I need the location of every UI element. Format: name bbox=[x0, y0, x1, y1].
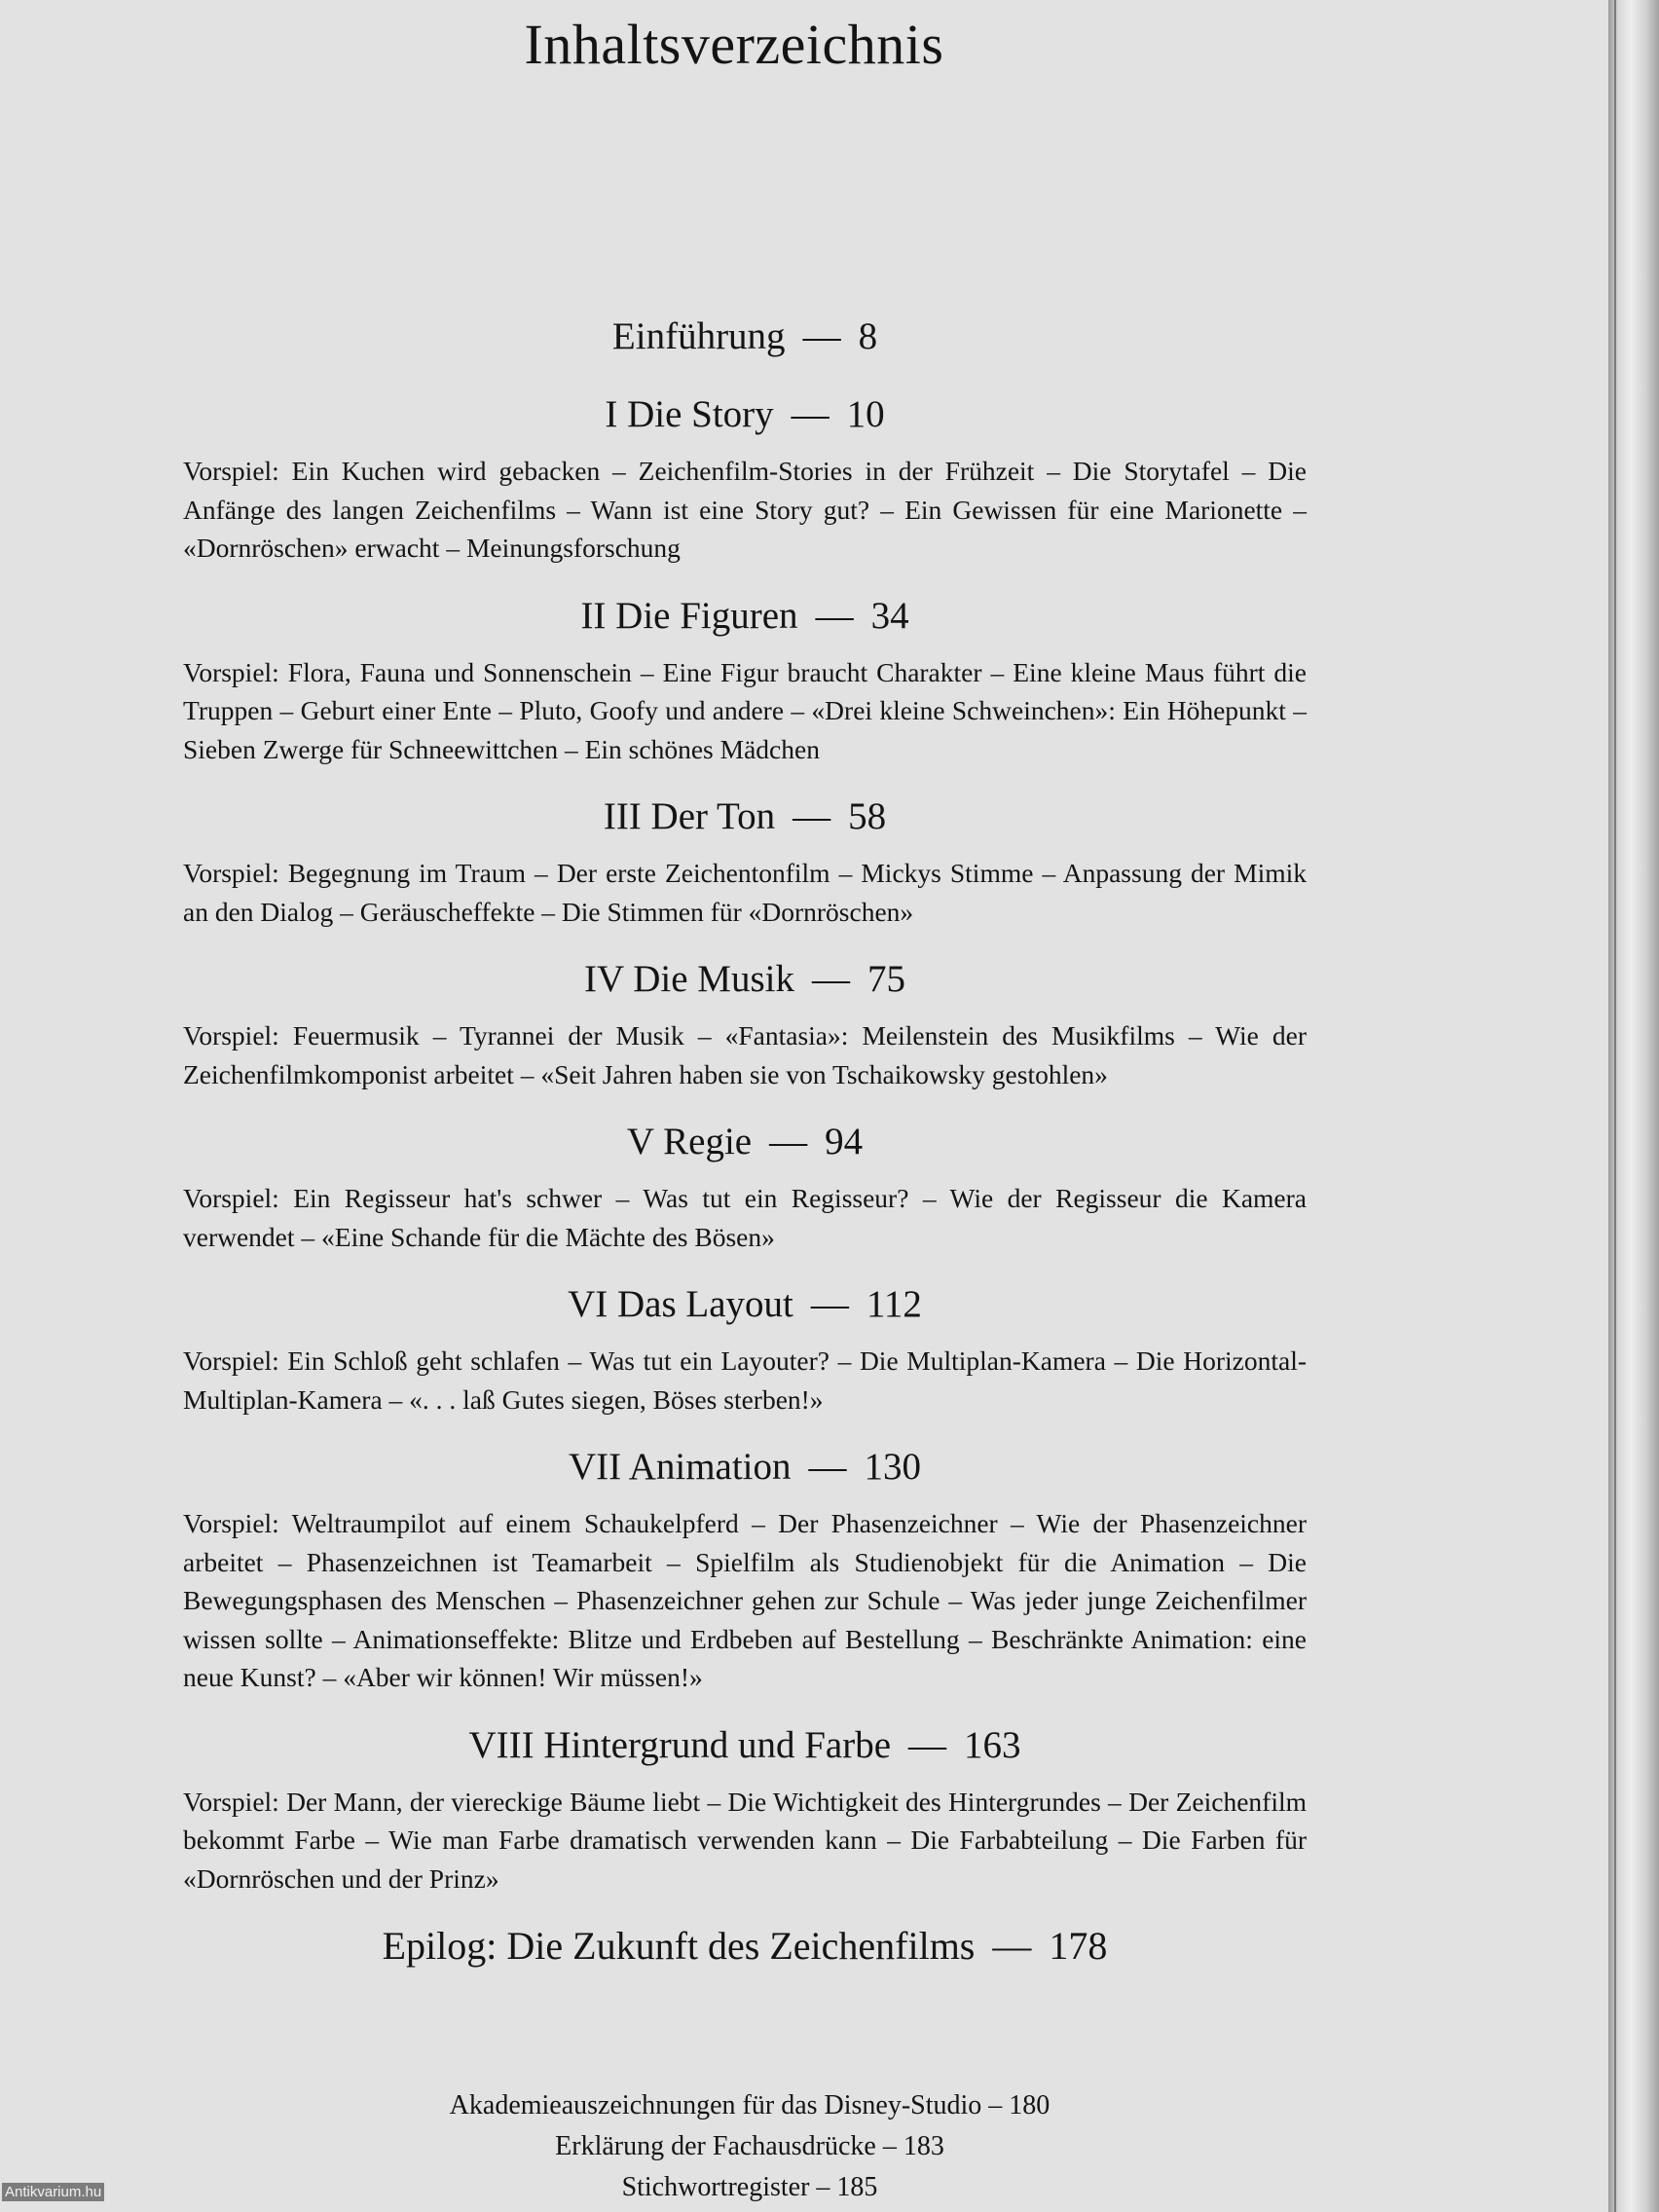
toc-heading bbox=[183, 1442, 1307, 1496]
dash-separator: — bbox=[811, 958, 850, 1000]
chapter-summary: Vorspiel: Ein Kuchen wird gebacken – Zeichenfilm-Stories in der Frühzeit – Die Storytafel – Die Anfänge des langen Zeichenfilms – Wann ist eine Story gut? – Ein Gewissen für eine Marionette – «Dornröschen» erwacht – Meinungsforschung bbox=[183, 456, 1307, 563]
dash-separator: — bbox=[791, 393, 830, 435]
page-number: 10 bbox=[846, 393, 885, 435]
chapter-numeral: I bbox=[605, 393, 618, 435]
chapter-summary: Vorspiel: Weltraumpilot auf einem Schaukelpferd – Der Phasenzeichner – Wie der Phasenzeichner arbeitet – Phasenzeichnen ist Teamarbeit – Spielfilm als Studienobjekt für die Animation – Die Bewegungsphasen des Menschen – Phasenzeichner gehen zur Schule – Was jeder junge Zeichenfilmer wissen sollte – Animationseffekte: Blitze und Erdbeben auf Bestellung – Beschränkte Animation: eine neue Kunst? – «Aber wir können! Wir müssen!» bbox=[183, 1508, 1307, 1692]
page-number: 58 bbox=[848, 795, 887, 837]
table-of-contents bbox=[183, 312, 1307, 1999]
chapter-numeral: IV bbox=[584, 958, 624, 1000]
page-number: 130 bbox=[864, 1446, 922, 1488]
toc-heading bbox=[183, 954, 1307, 1009]
chapter-summary: Vorspiel: Ein Schloß geht schlafen – Was tut ein Layouter? – Die Multiplan-Kamera – Die Horizontal-Multiplan-Kamera – «. . . laß Gutes siegen, Böses sterben!» bbox=[183, 1346, 1307, 1415]
chapter-numeral: III bbox=[603, 795, 642, 837]
chapter-summary: Vorspiel: Der Mann, der viereckige Bäume liebt – Die Wichtigkeit des Hintergrundes – Der Zeichenfilm bekommt Farbe – Wie man Farbe dramatisch verwenden kann – Die Farbabteilung – Die Farben für «Dornröschen und der Prinz» bbox=[183, 1786, 1307, 1894]
chapter-title: Einführung bbox=[611, 315, 786, 357]
dash-separator: — bbox=[992, 1924, 1032, 1968]
toc-chapter bbox=[183, 389, 1307, 568]
toc-chapter bbox=[183, 954, 1307, 1093]
chapter-summary: Vorspiel: Begegnung im Traum – Der erste Zeichentonfilm – Mickys Stimme – Anpassung der Mimik an den Dialog – Geräuscheffekte – Die Stimmen für «Dornröschen» bbox=[183, 858, 1307, 927]
chapter-title: Die Story bbox=[627, 393, 774, 435]
page-number: 75 bbox=[866, 958, 905, 1000]
chapter-numeral: VIII bbox=[468, 1723, 535, 1766]
toc-chapter bbox=[183, 792, 1307, 931]
chapter-title: Die Musik bbox=[633, 958, 794, 1000]
toc-intro bbox=[183, 312, 1307, 366]
page-number: 178 bbox=[1049, 1924, 1108, 1968]
toc-chapter bbox=[183, 1279, 1307, 1419]
page-number: 163 bbox=[964, 1723, 1021, 1766]
dash-separator: — bbox=[793, 795, 831, 837]
appendix-list bbox=[166, 2085, 1334, 2208]
dash-separator: — bbox=[810, 1283, 849, 1325]
page-number: 8 bbox=[858, 315, 878, 357]
toc-chapter bbox=[183, 1117, 1307, 1256]
chapter-numeral: VII bbox=[568, 1446, 622, 1488]
appendix-item: Akademieauszeichnungen für das Disney-Studio – 180 bbox=[449, 2090, 1051, 2120]
dash-separator: — bbox=[908, 1723, 947, 1766]
page-number: 34 bbox=[870, 594, 909, 637]
toc-heading bbox=[183, 312, 1307, 366]
appendix-item: Stichwortregister – 185 bbox=[621, 2172, 878, 2202]
toc-heading bbox=[183, 389, 1307, 444]
chapter-title: Animation bbox=[628, 1446, 792, 1488]
toc-heading bbox=[183, 1279, 1307, 1334]
chapter-summary: Vorspiel: Ein Regisseur hat's schwer – Was tut ein Regisseur? – Wie der Regisseur die Kamera verwendet – «Eine Schande für die Mächte des Bösen» bbox=[183, 1183, 1307, 1252]
chapter-numeral: II bbox=[580, 594, 607, 637]
toc-chapter bbox=[183, 1720, 1307, 1899]
chapter-summary: Vorspiel: Feuermusik – Tyrannei der Musik – «Fantasia»: Meilenstein des Musikfilms – Wie der Zeichenfilmkomponist arbeitet – «Seit Jahren haben sie von Tschaikowsky gestohlen» bbox=[183, 1020, 1307, 1089]
page-title: Inhaltsverzeichnis bbox=[524, 13, 944, 76]
dash-separator: — bbox=[769, 1121, 808, 1162]
chapter-numeral: V bbox=[626, 1121, 654, 1162]
chapter-title: Hintergrund und Farbe bbox=[543, 1723, 892, 1766]
toc-epilog bbox=[183, 1921, 1307, 1975]
toc-heading bbox=[183, 1720, 1307, 1775]
page-edge bbox=[1608, 0, 1659, 2212]
toc-heading bbox=[183, 1921, 1307, 1975]
toc-heading bbox=[183, 792, 1307, 846]
chapter-title: Epilog: Die Zukunft des Zeichenfilms bbox=[382, 1924, 976, 1968]
chapter-title: Die Figuren bbox=[615, 594, 798, 637]
chapter-title: Der Ton bbox=[650, 795, 776, 837]
chapter-numeral: VI bbox=[568, 1283, 608, 1325]
chapter-title: Regie bbox=[663, 1121, 753, 1162]
chapter-title: Das Layout bbox=[616, 1283, 793, 1325]
watermark: Antikvarium.hu bbox=[2, 2183, 104, 2201]
appendix-item: Erklärung der Fachausdrücke – 183 bbox=[555, 2131, 944, 2161]
toc-chapter bbox=[183, 591, 1307, 769]
dash-separator: — bbox=[802, 315, 841, 357]
page-number: 112 bbox=[866, 1283, 922, 1325]
chapter-summary: Vorspiel: Flora, Fauna und Sonnenschein – Eine Figur braucht Charakter – Eine kleine Maus führt die Truppen – Geburt einer Ente – Pluto, Goofy und andere – «Drei kleine Schweinchen»: Ein Höhepunkt – Sieben Zwerge für Schneewittchen – Ein schönes Mädchen bbox=[183, 656, 1307, 764]
dash-separator: — bbox=[808, 1446, 847, 1488]
dash-separator: — bbox=[815, 594, 854, 637]
toc-chapter bbox=[183, 1442, 1307, 1697]
toc-heading bbox=[183, 1117, 1307, 1171]
toc-heading bbox=[183, 591, 1307, 645]
page-number: 94 bbox=[825, 1121, 864, 1162]
